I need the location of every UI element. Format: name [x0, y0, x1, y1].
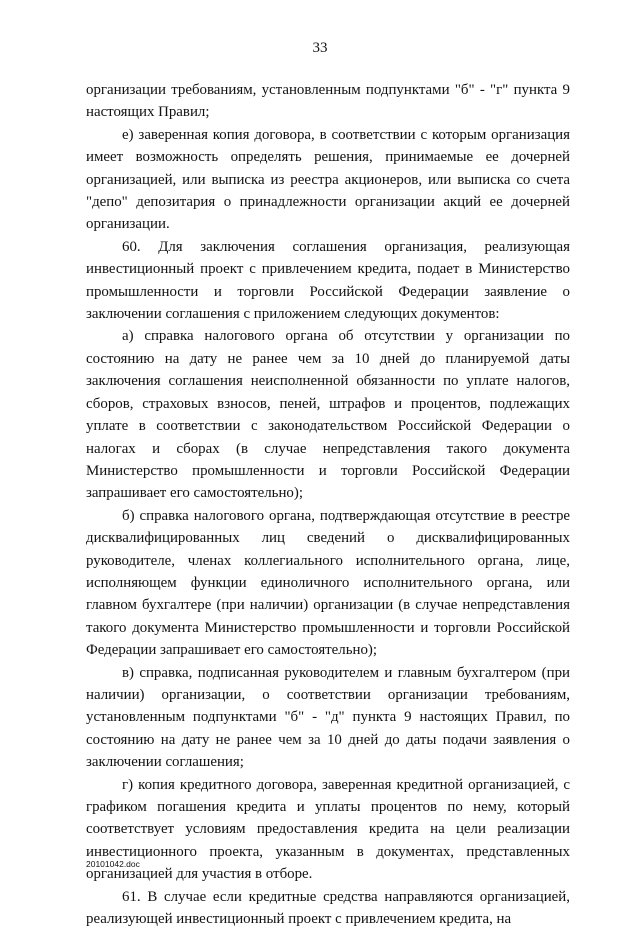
file-name-footer: 20101042.doc [86, 859, 140, 869]
body-text [86, 79, 570, 930]
paragraph-item-v: в) справка, подписанная руководителем и главным бухгалтером (при наличии) организации, о соответствии организации требованиям, установленным подпунктами "б" - "д" пункта 9 настоящих Правил, по состоянию на дату не ранее чем за 10 дней до даты подачи заявления о заключении соглашения; [86, 664, 570, 771]
paragraph-item-e: е) заверенная копия договора, в соответствии с которым организация имеет возможность определять решения, принимаемые ее дочерней организацией, или выписка из реестра акционеров, или выписка со счета "депо" депозитария о принадлежности организации акций ее дочерней организации. [86, 126, 570, 233]
paragraph-item-g: г) копия кредитного договора, заверенная кредитной организацией, с графиком погашения кредита и уплаты процентов по нему, который соответствует условиям предоставления кредита на цели реализации инвестиционного проекта, указанным в документах, представленных организацией для участия в отборе. [86, 776, 570, 883]
paragraph-continuation: организации требованиям, установленным подпунктами "б" - "г" пункта 9 настоящих Правил; [86, 82, 570, 121]
page-number: 33 [312, 40, 328, 56]
paragraph-item-a: а) справка налогового органа об отсутствии у организации по состоянию на дату не ранее чем за 10 дней до планируемой даты заключения соглашения неисполненной обязанности по уплате налогов, сборов, страховых взносов, пеней, штрафов и процентов, подлежащих уплате в соответствии с законодательством Российской Федерации о налогах и сборах (в случае непредставления такого документа Министерство промышленности и торговли Российской Федерации запрашивает его самостоятельно); [86, 328, 570, 502]
paragraph-clause-60: 60. Для заключения соглашения организация, реализующая инвестиционный проект с привлечением кредита, подает в Министерство промышленности и торговли Российской Федерации заявление о заключении соглашения с приложением следующих документов: [86, 238, 570, 323]
paragraph-item-b: б) справка налогового органа, подтверждающая отсутствие в реестре дисквалифицированных лиц сведений о дисквалифицированных руководителе, членах коллегиального исполнительного органа, лице, исполняющем функции единоличного исполнительного органа, или главном бухгалтере (при наличии) организации (в случае непредставления такого документа Министерство промышленности и торговли Российской Федерации запрашивает его самостоятельно); [86, 507, 570, 659]
paragraph-clause-61: 61. В случае если кредитные средства направляются организацией, реализующей инвестиционный проект с привлечением кредита, на [86, 888, 570, 928]
